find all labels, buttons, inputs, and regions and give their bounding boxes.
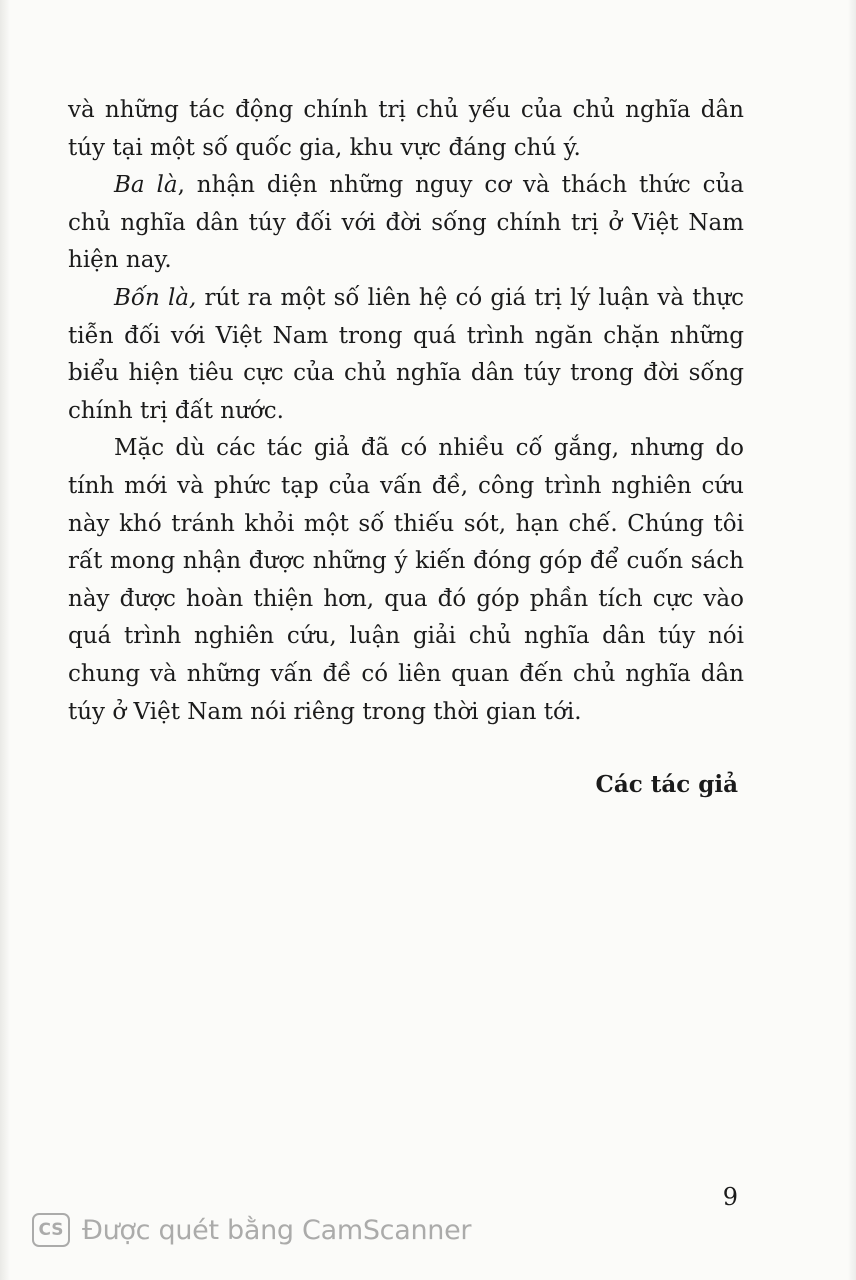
paragraph-lead: Bốn là,	[114, 284, 197, 311]
camscanner-watermark	[32, 1210, 471, 1250]
paragraph-text: rút ra một số liên hệ có giá trị lý luận và thực tiễn đối với Việt Nam trong quá trình ngăn chặn những biểu hiện tiêu cực của chủ nghĩa dân túy trong đời sống chính trị đất nước.	[68, 284, 745, 424]
author-signature: Các tác giả	[595, 771, 738, 798]
paragraph-text: , nhận diện những nguy cơ và thách thức của chủ nghĩa dân túy đối với đời sống chính trị ở Việt Nam hiện nay.	[68, 172, 745, 274]
paragraph-2	[68, 167, 744, 280]
paragraph-text: Mặc dù các tác giả đã có nhiều cố gắng, nhưng do tính mới và phức tạp của vấn đề, công trình nghiên cứu này khó tránh khỏi một số thiếu sót, hạn chế. Chúng tôi rất mong nhận được những ý kiến đóng góp để cuốn sách này được hoàn thiện hơn, qua đó góp phần tích cực vào quá trình nghiên cứu, luận giải chủ nghĩa dân túy nói chung và những vấn đề có liên quan đến chủ nghĩa dân túy ở Việt Nam nói riêng trong thời gian tới.	[68, 435, 744, 725]
paragraph-4	[68, 430, 744, 731]
paragraph-text: và những tác động chính trị chủ yếu của chủ nghĩa dân túy tại một số quốc gia, khu vực đáng chú ý.	[68, 97, 744, 161]
page-edge-shadow-left	[0, 0, 10, 1280]
watermark-text: Được quét bằng CamScanner	[82, 1214, 472, 1246]
paragraph-lead: Ba là	[114, 172, 178, 199]
paragraph-3	[68, 280, 744, 430]
page-edge-shadow-right	[848, 0, 856, 1280]
page-number: 9	[722, 1183, 738, 1211]
camscanner-logo-icon: CS	[32, 1213, 70, 1247]
body-text	[68, 92, 744, 731]
paragraph-1	[68, 92, 744, 167]
